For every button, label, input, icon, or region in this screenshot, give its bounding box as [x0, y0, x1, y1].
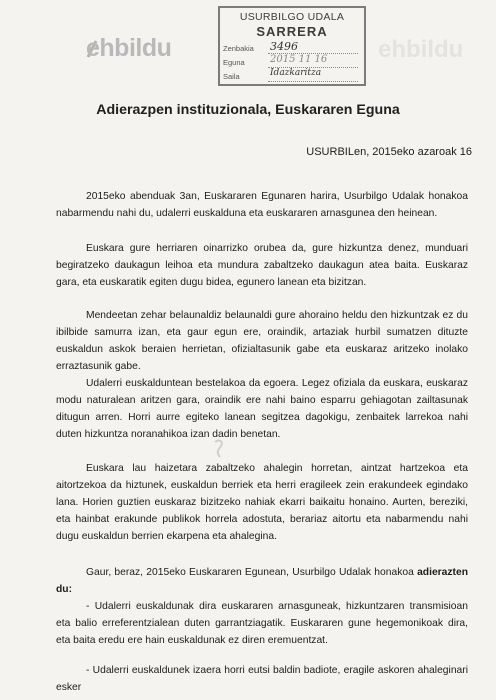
declaration-emphasis: adierazten du:	[56, 567, 468, 595]
pen-mark	[212, 438, 228, 460]
stamp-field-label: Zenbakia	[223, 44, 254, 53]
paragraph: Mendeetan zehar belaunaldiz belaunaldi gure ahoraino heldu den hizkuntzak ez du ibilbide samurra izan, eta gaur egun ere, oraindik, artaziak hurbil sumatzen dituzte euskaldun askok beraien herrietan, ofizialtasunik gabe eta euskaraz aritzeko inolako erraztasunik gabe.	[56, 310, 468, 372]
registry-stamp	[218, 6, 366, 86]
list-item: - Udalerri euskaldunek izaera horri eutsi baldin badiote, eragile askoren ahaleginari esker	[56, 665, 468, 693]
stamp-field-value: 2015 11 16	[270, 54, 328, 65]
stamp-field-value: Idazkaritza	[270, 68, 322, 78]
paragraph: Euskara gure herriaren oinarrizko orubea da, gure hizkuntza denez, munduari begiratzeko daukagun leihoa eta mundura zabaltzeko daukagun atea baita. Euskaraz gara, eta euskaratik egiten dugu bidea, egunero lanean eta bizitzan.	[56, 243, 468, 288]
show-through-logo: ehbildu	[378, 36, 464, 63]
document-title: Adierazpen instituzionala, Euskararen Eguna	[96, 102, 400, 118]
stamp-field-label: Eguna	[223, 58, 245, 67]
declaration-paragraph	[56, 564, 468, 598]
stamp-type: SARRERA	[256, 24, 328, 39]
stamp-field-label: Saila	[223, 72, 240, 81]
list-item: - Udalerri euskaldunak dira euskararen arnasguneak, hizkuntzaren transmisioan eta balio erreferentzialean duten garrantziagatik. Euskararen gune hegemonikoak dira, eta baita eredu ere hain euskaldunak ez diren eremuentzat.	[56, 601, 468, 646]
paragraph: Euskara lau haizetara zabaltzeko ahalegin horretan, aintzat hartzekoa eta aitortzekoa da hiztunek, euskaldun berriek eta herri eragileek zein erakundeek egindako lana. Horien guztien euskaraz bizitzeko nahiak ekarri baikaitu honaino. Aurten, bereziki, eta hainbat erakunde publikok horrela adostuta, berariaz aitortu eta nabarmendu nahi dugu euskaldun berrien ekarpena eta ahalegina.	[56, 463, 468, 542]
declaration-intro: Gaur, beraz, 2015eko Euskararen Egunean, Usurbilgo Udalak honakoa	[86, 567, 414, 578]
stamp-field-value: 3496	[270, 40, 298, 53]
paragraph: Udalerri euskalduntean bestelakoa da egoera. Legez ofiziala da euskara, euskaraz modu naturalean aritzen gara, oraindik ere nahi baino esparru gehiagotan zailtasunak ditugun arren. Horri aurre egiteko lanean segitzea dagokigu, zenbaitek larrekoa nahi duten hizkuntza noranahikoa izan dadin benetan.	[56, 378, 468, 440]
dateline: USURBILen, 2015eko azaroak 16	[306, 146, 472, 158]
stamp-organization: USURBILGO UDALA	[239, 11, 345, 23]
ehbildu-logo: ehbildu	[86, 34, 172, 62]
paragraph: 2015eko abenduak 3an, Euskararen Egunaren harira, Usurbilgo Udalak honakoa nabarmendu nahi du, udalerri euskalduna eta euskararen arnasgunea den heinean.	[56, 191, 468, 219]
stamp-field-line	[268, 81, 358, 82]
